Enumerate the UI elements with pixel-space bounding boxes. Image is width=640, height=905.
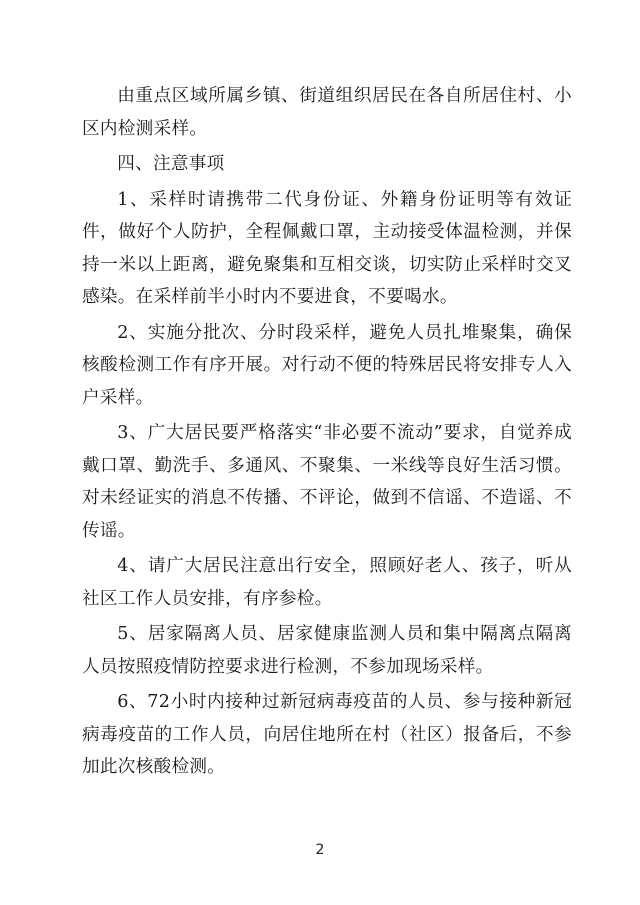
paragraph-note-3: 3、广大居民要严格落实“非必要不流动”要求，自觉养成戴口罩、勤洗手、多通风、不聚集、一米线等良好生活习惯。对未经证实的消息不传播、不评论，做到不信谣、不造谣、不传谣。 bbox=[82, 423, 572, 541]
page-number: 2 bbox=[315, 842, 325, 858]
paragraph-note-1: 1、采样时请携带二代身份证、外籍身份证明等有效证件，做好个人防护，全程佩戴口罩，主动接受体温检测，并保持一米以上距离，避免聚集和互相交谈，切实防止采样时交叉感染。在采样前半小时内不要进食，不要喝水。 bbox=[82, 189, 572, 307]
paragraph-note-2: 2、实施分批次、分时段采样，避免人员扎堆聚集，确保核酸检测工作有序开展。对行动不便的特殊居民将安排专人入户采样。 bbox=[82, 322, 572, 408]
paragraph-sampling-location: 由重点区域所属乡镇、街道组织居民在各自所居住村、小区内检测采样。 bbox=[82, 86, 572, 139]
section-heading-notes: 四、注意事项 bbox=[117, 154, 225, 174]
paragraph-note-5: 5、居家隔离人员、居家健康监测人员和集中隔离点隔离人员按照疫情防控要求进行检测，不参加现场采样。 bbox=[82, 624, 572, 677]
paragraph-note-4: 4、请广大居民注意出行安全，照顾好老人、孩子，听从社区工作人员安排，有序参检。 bbox=[82, 556, 572, 609]
paragraph-note-6: 6、72小时内接种过新冠病毒疫苗的人员、参与接种新冠病毒疫苗的工作人员，向居住地所在村（社区）报备后，不参加此次核酸检测。 bbox=[82, 692, 572, 777]
document-body bbox=[82, 80, 572, 784]
